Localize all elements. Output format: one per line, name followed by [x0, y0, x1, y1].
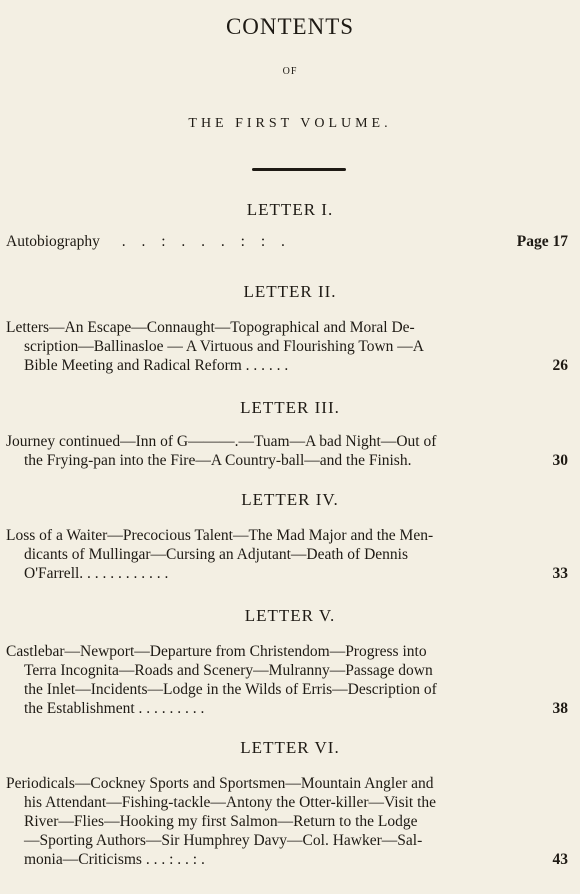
entry-line-text: Bible Meeting and Radical Reform . . . . . .: [24, 357, 289, 374]
volume-title: THE FIRST VOLUME.: [188, 116, 392, 131]
letter-heading: LETTER II.: [243, 282, 337, 301]
entry-line-last: [6, 699, 568, 718]
entry-line: Castlebar—Newport—Departure from Christendom—Progress into: [6, 643, 427, 660]
entry-text: Autobiography: [6, 233, 100, 250]
leader-dots: . . : . . . : : .: [121, 233, 291, 250]
entry-line: Journey continued—Inn of G———.—Tuam—A bad Night—Out of: [6, 433, 437, 450]
entry-line-text: monia—Criticisms . . . : . . : .: [24, 851, 205, 868]
entry-line: Loss of a Waiter—Precocious Talent—The Mad Major and the Men-: [6, 527, 434, 544]
entry-line-last: [6, 564, 568, 583]
page-number: 43: [552, 851, 568, 868]
entry-line: dicants of Mullingar—Cursing an Adjutant—Death of Dennis: [24, 546, 408, 563]
entry-line: scription—Ballinasloe — A Virtuous and Flourishing Town —A: [24, 338, 424, 355]
entry-line-text: O'Farrell. . . . . . . . . . . .: [24, 565, 169, 582]
contents-entry: [6, 642, 568, 718]
page-number: 38: [552, 700, 568, 717]
letter-heading: LETTER IV.: [241, 490, 339, 509]
entry-line-last: [6, 451, 568, 470]
entry-line-text: the Establishment . . . . . . . . .: [24, 700, 205, 717]
entry-line-last: [6, 850, 568, 869]
page-number: 30: [552, 452, 568, 469]
decorative-rule: [252, 168, 346, 171]
page-title: CONTENTS: [225, 14, 355, 39]
contents-entry: [6, 432, 568, 470]
entry-line-last: [6, 356, 568, 375]
contents-entry: [6, 318, 568, 375]
contents-entry: [6, 232, 568, 251]
page-number: 33: [552, 565, 568, 582]
letter-heading: LETTER III.: [240, 398, 340, 417]
contents-entry: [6, 526, 568, 583]
page-number: 26: [552, 357, 568, 374]
of-label: OF: [282, 66, 298, 77]
letter-heading: LETTER V.: [244, 606, 336, 625]
entry-line-text: the Frying-pan into the Fire—A Country-ball—and the Finish.: [24, 452, 412, 469]
letter-heading: LETTER I.: [246, 200, 334, 219]
contents-entry: [6, 774, 568, 869]
entry-line: River—Flies—Hooking my first Salmon—Return to the Lodge: [24, 813, 418, 830]
page-number: Page 17: [516, 233, 568, 250]
entry-line: Letters—An Escape—Connaught—Topographical and Moral De-: [6, 319, 415, 336]
letter-heading: LETTER VI.: [240, 738, 340, 757]
entry-line: —Sporting Authors—Sir Humphrey Davy—Col. Hawker—Sal-: [24, 832, 423, 849]
entry-line: his Attendant—Fishing-tackle—Antony the Otter-killer—Visit the: [24, 794, 437, 811]
entry-line: the Inlet—Incidents—Lodge in the Wilds of Erris—Description of: [24, 681, 437, 698]
entry-line: Terra Incognita—Roads and Scenery—Mulranny—Passage down: [24, 662, 433, 679]
entry-line: Periodicals—Cockney Sports and Sportsmen—Mountain Angler and: [6, 775, 434, 792]
